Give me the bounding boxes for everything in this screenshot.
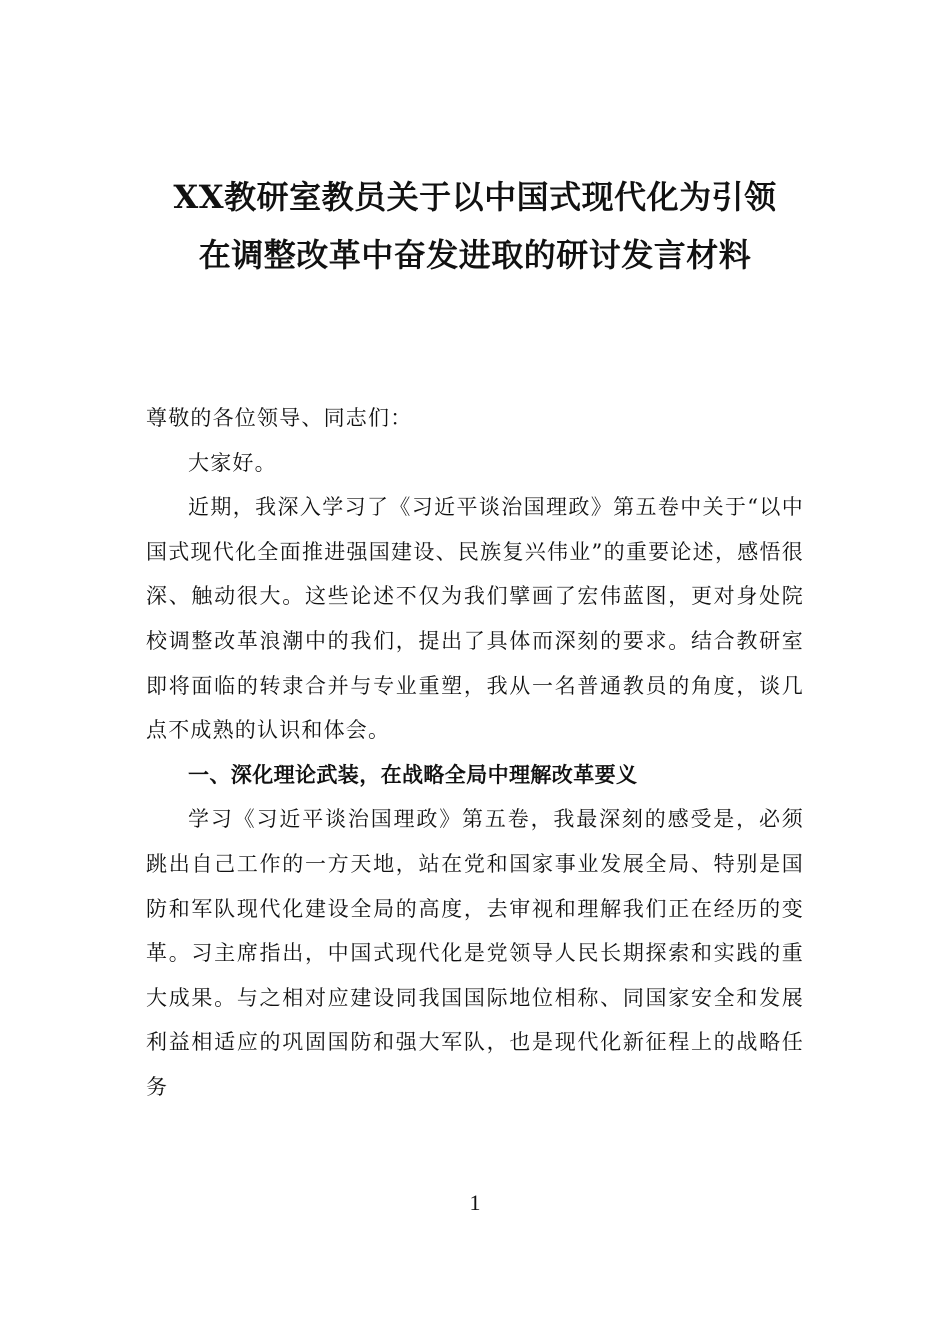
section-heading-1: 一、深化理论武装，在战略全局中理解改革要义 (188, 762, 638, 787)
page-number: 1 (469, 1190, 481, 1215)
document-body (146, 396, 804, 1110)
salutation: 尊敬的各位领导、同志们： (146, 406, 413, 430)
title-line-2: 在调整改革中奋发进取的研讨发言材料 (198, 236, 752, 274)
document-title (120, 168, 830, 284)
title-line-1: XX教研室教员关于以中国式现代化为引领 (173, 178, 777, 216)
paragraph-intro: 近期，我深入学习了《习近平谈治国理政》第五卷中关于“以中国式现代化全面推进强国建设、民族复兴伟业”的重要论述，感悟很深、触动很大。这些论述不仅为我们擘画了宏伟蓝图，更对身处院校调整改革浪潮中的我们，提出了具体而深刻的要求。结合教研室即将面临的转隶合并与专业重塑，我从一名普通教员的角度，谈几点不成熟的认识和体会。 (146, 495, 804, 743)
greeting: 大家好。 (188, 450, 277, 475)
paragraph-section-1: 学习《习近平谈治国理政》第五卷，我最深刻的感受是，必须跳出自己工作的一方天地，站在党和国家事业发展全局、特别是国防和军队现代化建设全局的高度，去审视和理解我们正在经历的变革。习主席指出，中国式现代化是党领导人民长期探索和实践的重大成果。与之相对应建设同我国国际地位相称、同国家安全和发展利益相适应的巩固国防和强大军队，也是现代化新征程上的战略任务 (146, 807, 804, 1099)
